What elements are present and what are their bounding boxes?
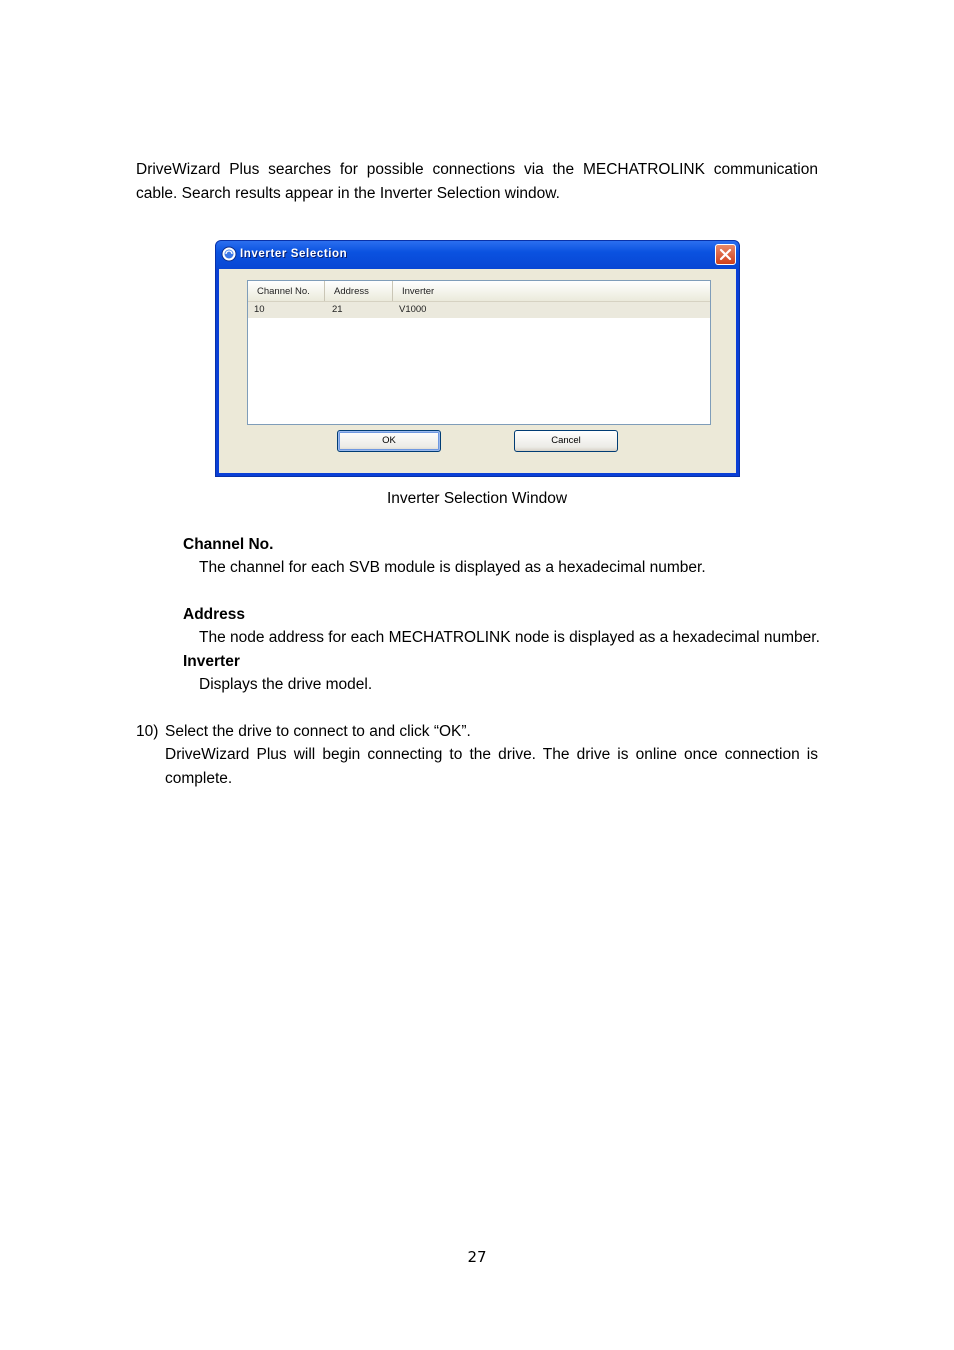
inverter-selection-dialog xyxy=(215,240,740,477)
desc-address: The node address for each MECHATROLINK node is displayed as a hexadecimal number. xyxy=(199,629,820,646)
list-header xyxy=(248,281,710,302)
figure-caption: Inverter Selection Window xyxy=(386,490,568,507)
step-number: 10) xyxy=(136,723,159,740)
desc-channel-no: The channel for each SVB module is displayed as a hexadecimal number. xyxy=(199,559,706,576)
intro-paragraph: DriveWizard Plus searches for possible connections via the MECHATROLINK communication cable. Search results appear in the Inverter Selection window. xyxy=(136,161,818,202)
cancel-button[interactable]: Cancel xyxy=(514,430,618,452)
column-header-address[interactable]: Address xyxy=(325,281,393,301)
term-inverter: Inverter xyxy=(183,653,240,670)
dialog-client-area xyxy=(219,269,736,473)
app-icon xyxy=(221,246,237,262)
cell-inverter: V1000 xyxy=(399,304,427,315)
page-number: 27 xyxy=(467,1248,487,1266)
cell-channel: 10 xyxy=(254,304,265,315)
column-header-channel[interactable]: Channel No. xyxy=(248,281,325,301)
ok-button[interactable]: OK xyxy=(337,430,441,452)
step-instruction: Select the drive to connect to and click “OK”. xyxy=(165,723,471,740)
dialog-titlebar[interactable] xyxy=(216,241,739,269)
desc-inverter: Displays the drive model. xyxy=(199,676,373,693)
table-row[interactable] xyxy=(248,302,710,318)
column-header-inverter[interactable]: Inverter xyxy=(402,286,435,297)
term-address: Address xyxy=(183,606,246,623)
close-button[interactable] xyxy=(715,244,736,265)
cell-address: 21 xyxy=(332,304,343,315)
dialog-title: Inverter Selection xyxy=(240,248,348,260)
step-detail: DriveWizard Plus will begin connecting to the drive. The drive is online once connection is complete. xyxy=(165,746,818,787)
inverter-list[interactable] xyxy=(247,280,711,425)
term-channel-no: Channel No. xyxy=(183,536,274,553)
close-icon xyxy=(716,245,735,264)
